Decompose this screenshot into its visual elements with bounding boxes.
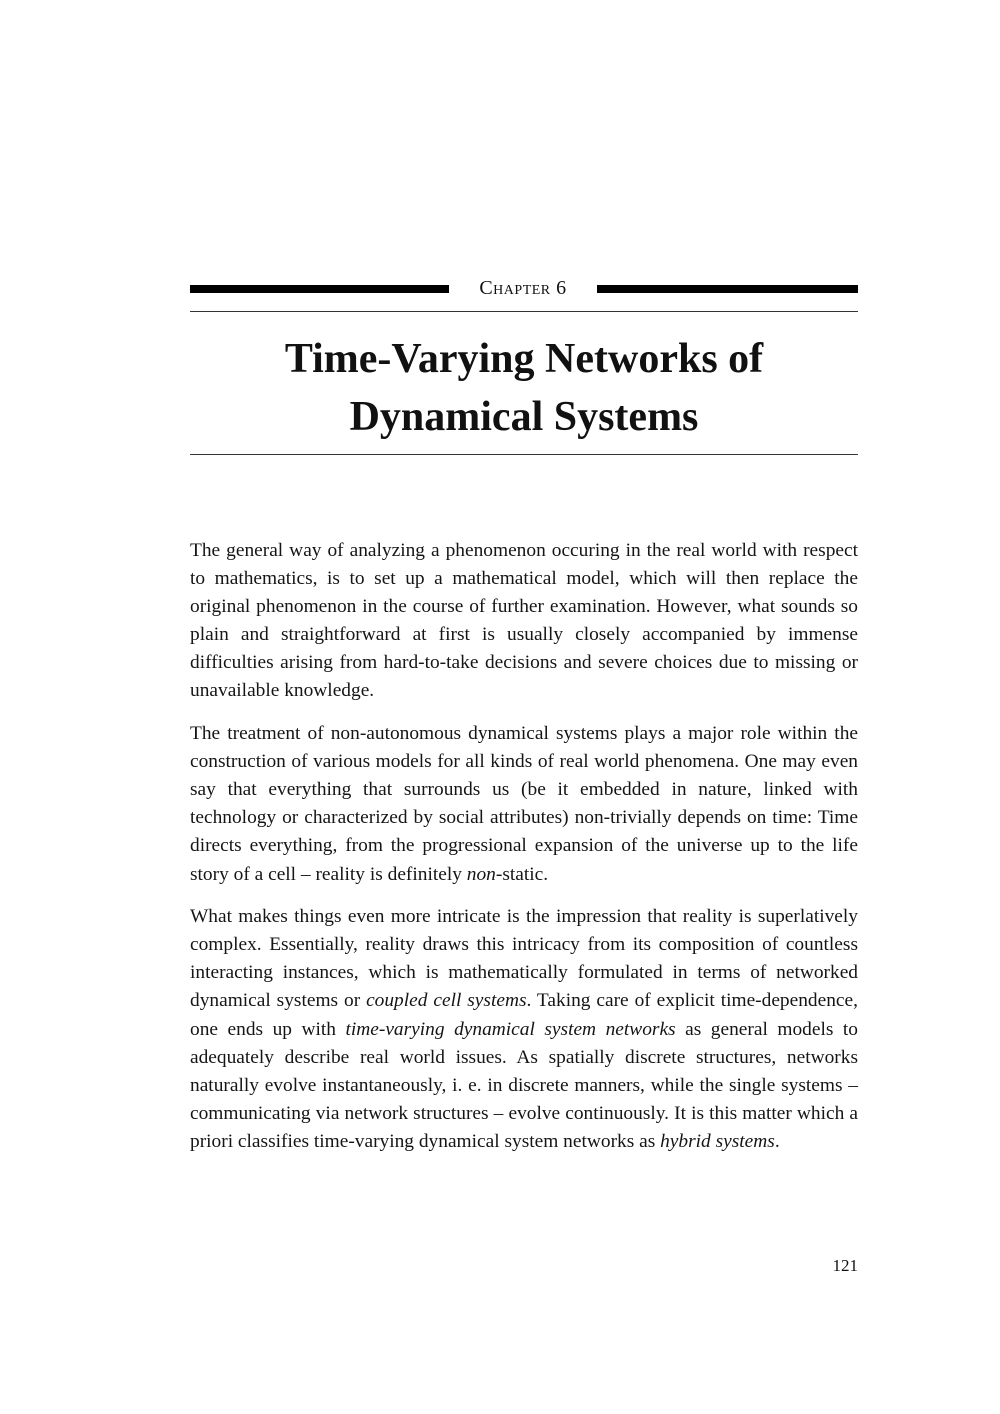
paragraph-2-emphasis: non bbox=[466, 863, 496, 885]
chapter-body bbox=[190, 537, 858, 1170]
chapter-label: Chapter 6 bbox=[479, 277, 567, 299]
chapter-heading-bar bbox=[190, 276, 858, 302]
paragraph-2-text-after: -static. bbox=[495, 863, 549, 885]
paragraph-2-text-before: The treatment of non-autonomous dynamical systems plays a major role within the construction of various models for all kinds of real world phenomena. One may even say that everything that surrounds us (be it embedded in nature, linked with technology or characterized by social attributes) non-trivially depends on time: Time directs everything, from the progressional expansion of the universe up to the life story of a cell – reality is definitely bbox=[190, 723, 858, 885]
paragraph-3-segment-2: . Taking care of explicit time-dependence, one ends up with bbox=[190, 990, 858, 1040]
chapter-rule-left bbox=[190, 285, 449, 293]
paragraph-3-segment-3: as general models to adequately describe real world issues. As spatially discrete structures, networks naturally evolve instantaneously, i. e. in discrete manners, while the single systems – communicating via network structures – evolve continuously. It is this matter which a priori classifies time-varying dynamical system networks as bbox=[190, 1018, 858, 1152]
title-rule-bottom bbox=[190, 454, 858, 455]
page-number: 121 bbox=[832, 1256, 858, 1275]
paragraph-3 bbox=[190, 903, 858, 1156]
chapter-title-line-2: Dynamical Systems bbox=[349, 394, 699, 440]
paragraph-1 bbox=[190, 537, 858, 706]
title-rule-top bbox=[190, 311, 858, 312]
chapter-title-line-1: Time-Varying Networks of bbox=[284, 336, 764, 382]
paragraph-3-emphasis-2: time-varying dynamical system networks bbox=[345, 1018, 676, 1040]
chapter-title bbox=[190, 330, 858, 446]
paragraph-1-text: The general way of analyzing a phenomenon occuring in the real world with respect to mathematics, is to set up a mathematical model, which will then replace the original phenomenon in the course of further examination. However, what sounds so plain and straightforward at first is usually closely accompanied by immense difficulties arising from hard-to-take decisions and severe choices due to missing or unavailable knowledge. bbox=[190, 540, 858, 702]
paragraph-3-emphasis-3: hybrid systems bbox=[660, 1130, 775, 1152]
chapter-rule-right bbox=[597, 285, 858, 293]
paragraph-3-segment-4: . bbox=[774, 1130, 780, 1152]
paragraph-3-segment-1: What makes things even more intricate is the impression that reality is superlatively complex. Essentially, reality draws this intricacy from its composition of countless interacting instances, which is mathematically formulated in terms of networked dynamical systems or bbox=[190, 906, 858, 1012]
paragraph-2 bbox=[190, 720, 858, 889]
paragraph-3-emphasis-1: coupled cell systems bbox=[366, 990, 527, 1012]
